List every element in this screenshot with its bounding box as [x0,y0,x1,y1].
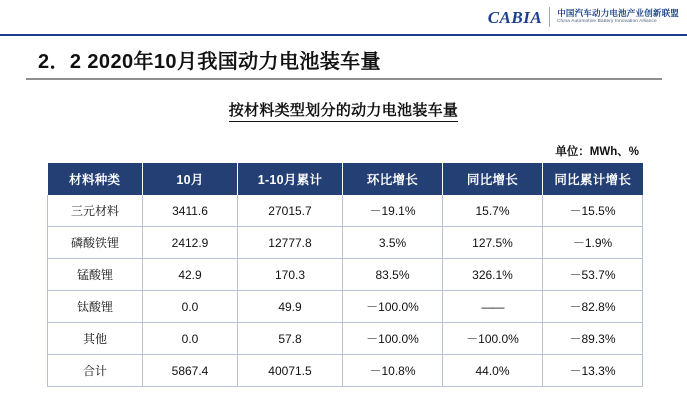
column-header-october: 10月 [143,163,238,195]
cell-cumulative-yoy-growth: －89.3% [543,323,643,355]
battery-install-table [47,163,643,387]
table-row [48,195,643,227]
cell-material: 其他 [48,323,143,355]
cell-yoy-growth: 326.1% [443,259,543,291]
cell-cumulative-yoy-growth: －82.8% [543,291,643,323]
page-title: 2．2 2020年10月我国动力电池装车量 [38,51,381,73]
cell-cumulative: 27015.7 [238,195,343,227]
table-row [48,291,643,323]
cabia-logo [488,7,679,27]
cell-cumulative: 12777.8 [238,227,343,259]
cell-cumulative: 57.8 [238,323,343,355]
cell-mom-growth: 83.5% [343,259,443,291]
cell-mom-growth: －19.1% [343,195,443,227]
cell-material: 钛酸锂 [48,291,143,323]
cell-cumulative-yoy-growth: －1.9% [543,227,643,259]
cell-october: 0.0 [143,323,238,355]
cell-october: 0.0 [143,291,238,323]
column-header-yoy-growth: 同比增长 [443,163,543,195]
cell-cumulative-yoy-growth: －13.3% [543,355,643,387]
cell-october: 42.9 [143,259,238,291]
logo-text-block [557,9,679,25]
column-header-material: 材料种类 [48,163,143,195]
table-row-total [48,355,643,387]
logo-mark-text: CABIA [487,7,543,27]
cell-cumulative: 49.9 [238,291,343,323]
title-underline [26,78,662,80]
cell-yoy-growth: 127.5% [443,227,543,259]
unit-note: 单位：MWh、% [555,146,639,158]
logo-divider [549,7,550,27]
logo-english-name: China Automotive Battery Innovation Alliance [557,18,657,24]
table-row [48,323,643,355]
section-subtitle [0,99,687,120]
cell-mom-growth: －100.0% [343,323,443,355]
cell-mom-growth: －100.0% [343,291,443,323]
cell-material: 锰酸锂 [48,259,143,291]
cell-yoy-growth: －100.0% [443,323,543,355]
cell-october: 5867.4 [143,355,238,387]
battery-install-table-wrap [47,163,642,387]
section-subtitle-text: 按材料类型划分的动力电池装车量 [229,102,459,122]
cell-cumulative: 40071.5 [238,355,343,387]
cell-yoy-growth: 44.0% [443,355,543,387]
cell-material: 合计 [48,355,143,387]
cell-october: 3411.6 [143,195,238,227]
cell-material: 磷酸铁锂 [48,227,143,259]
cell-yoy-growth: —— [443,291,543,323]
column-header-cumulative: 1-10月累计 [238,163,343,195]
cell-cumulative-yoy-growth: －53.7% [543,259,643,291]
column-header-cumulative-yoy-growth: 同比累计增长 [543,163,643,195]
logo-chinese-name: 中国汽车动力电池产业创新联盟 [557,8,679,19]
table-row [48,259,643,291]
table-header-row [48,163,643,195]
column-header-mom-growth: 环比增长 [343,163,443,195]
cell-yoy-growth: 15.7% [443,195,543,227]
table-row [48,227,643,259]
cell-cumulative: 170.3 [238,259,343,291]
cell-mom-growth: －10.8% [343,355,443,387]
header-divider-line [0,34,687,36]
slide-header [0,0,687,34]
cell-mom-growth: 3.5% [343,227,443,259]
cell-october: 2412.9 [143,227,238,259]
cell-cumulative-yoy-growth: －15.5% [543,195,643,227]
cell-material: 三元材料 [48,195,143,227]
